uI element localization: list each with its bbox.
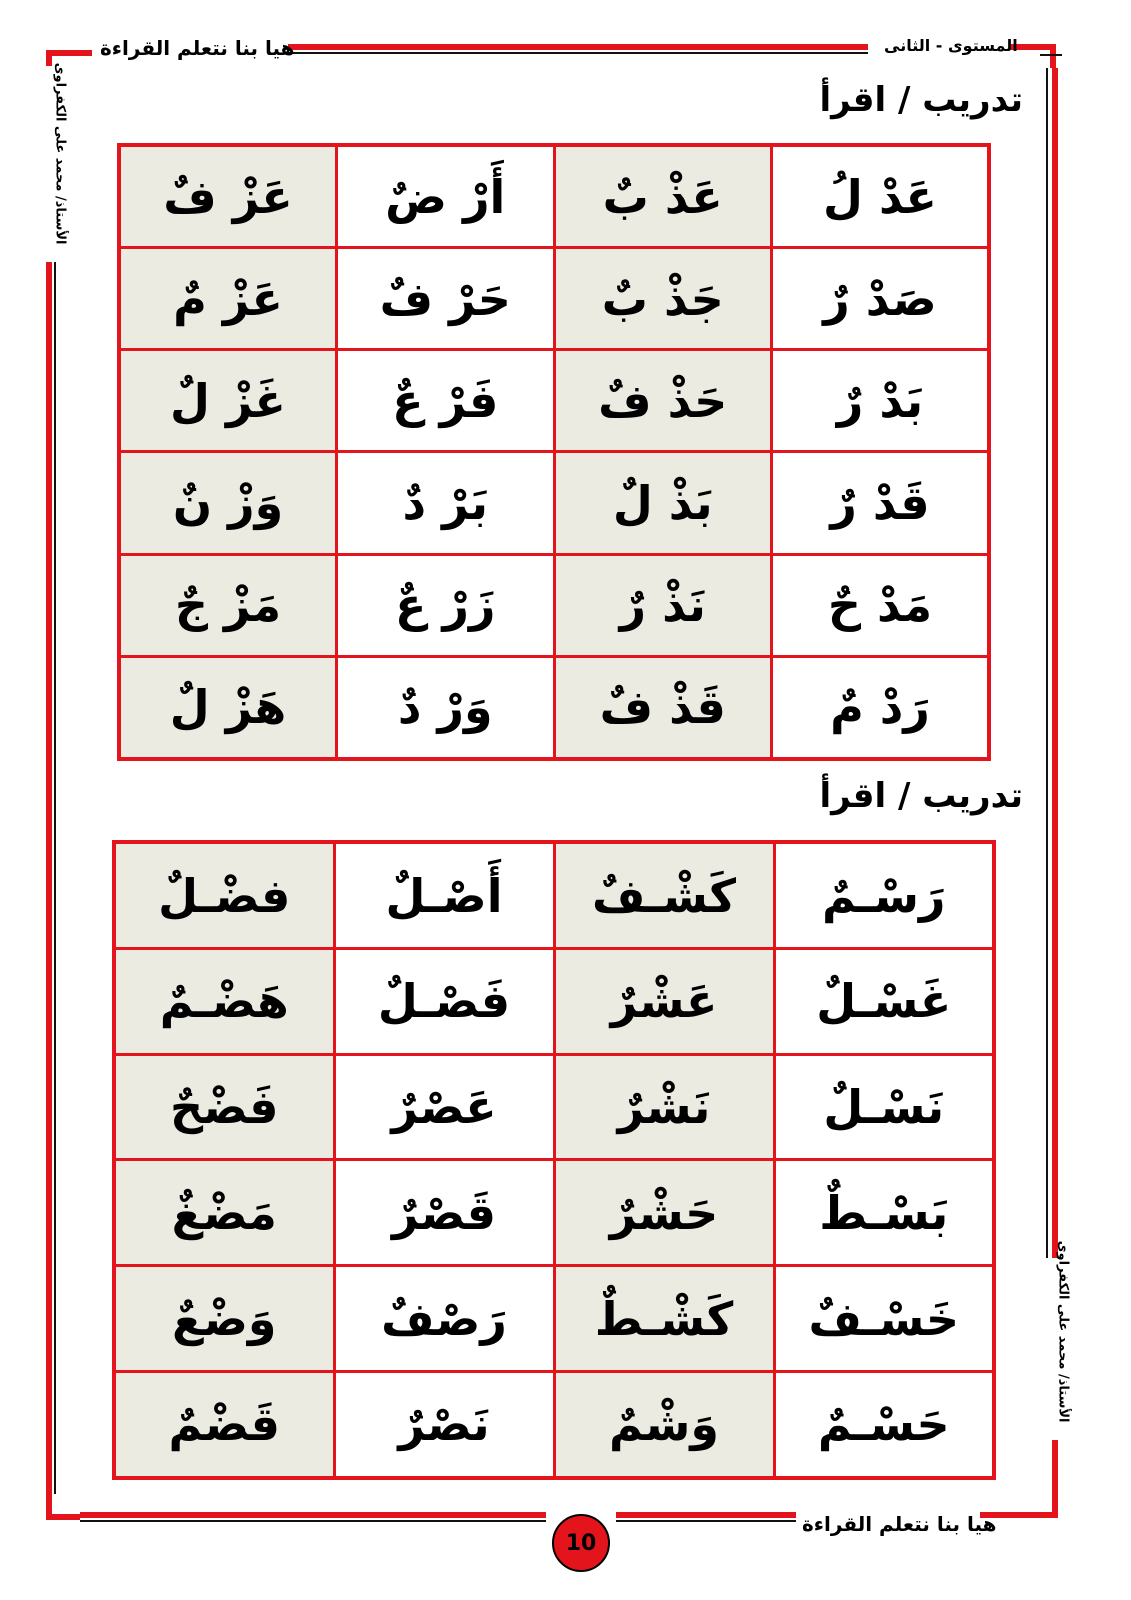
teacher-name-left: الأستاذ/ محمد على الكفراوى bbox=[52, 62, 68, 245]
word-cell: قَدْ رٌ bbox=[772, 452, 990, 554]
word-cell: فضْـلٌ bbox=[114, 842, 334, 949]
word-cell: نَسْـلٌ bbox=[774, 1054, 994, 1160]
word-cell: نَشْرٌ bbox=[554, 1054, 774, 1160]
word-cell: رَصْفٌ bbox=[334, 1266, 554, 1372]
table-row bbox=[114, 1054, 994, 1160]
word-cell: أَصْـلٌ bbox=[334, 842, 554, 949]
teacher-name-right: الأستاذ/ محمد على الكفراوى bbox=[1055, 1240, 1071, 1423]
header-book-title: هيا بنا نتعلم القراءة bbox=[100, 36, 295, 60]
word-cell: بَرْ دٌ bbox=[337, 452, 555, 554]
table-row bbox=[114, 1160, 994, 1266]
page-number: 10 bbox=[552, 1514, 610, 1572]
word-cell: عَزْ مٌ bbox=[119, 248, 337, 350]
word-cell: فَصْـلٌ bbox=[334, 949, 554, 1055]
word-cell: قَضْمٌ bbox=[114, 1371, 334, 1478]
word-cell: هَزْ لٌ bbox=[119, 656, 337, 759]
word-cell: نَذْ رٌ bbox=[554, 554, 772, 656]
table-row bbox=[119, 145, 989, 248]
word-cell: زَرْ عٌ bbox=[337, 554, 555, 656]
word-cell: رَدْ مٌ bbox=[772, 656, 990, 759]
word-cell: قَذْ فٌ bbox=[554, 656, 772, 759]
exercise-1-title: تدريب / اقرأ bbox=[819, 80, 1023, 120]
word-cell: وَرْ دٌ bbox=[337, 656, 555, 759]
word-cell: فَضْحٌ bbox=[114, 1054, 334, 1160]
word-cell: غَزْ لٌ bbox=[119, 350, 337, 452]
table-row bbox=[114, 949, 994, 1055]
exercise-2-table bbox=[112, 840, 996, 1480]
word-cell: بَسْـطٌ bbox=[774, 1160, 994, 1266]
table-row bbox=[119, 248, 989, 350]
word-cell: هَضْـمٌ bbox=[114, 949, 334, 1055]
header-level-label: المستوى - الثانى bbox=[884, 36, 1018, 55]
table-row bbox=[119, 350, 989, 452]
exercise-2-title: تدريب / اقرأ bbox=[819, 776, 1023, 816]
word-cell: حَسْـمٌ bbox=[774, 1371, 994, 1478]
exercise-1-table bbox=[117, 143, 991, 761]
word-cell: قَصْرٌ bbox=[334, 1160, 554, 1266]
word-cell: مَزْ جٌ bbox=[119, 554, 337, 656]
word-cell: عَزْ فٌ bbox=[119, 145, 337, 248]
word-cell: رَسْـمٌ bbox=[774, 842, 994, 949]
table-row bbox=[114, 1371, 994, 1478]
word-cell: فَرْ عٌ bbox=[337, 350, 555, 452]
word-cell: مَدْ حٌ bbox=[772, 554, 990, 656]
table-row bbox=[119, 554, 989, 656]
word-cell: بَدْ رٌ bbox=[772, 350, 990, 452]
table-row bbox=[114, 1266, 994, 1372]
word-cell: عَصْرٌ bbox=[334, 1054, 554, 1160]
word-cell: جَذْ بٌ bbox=[554, 248, 772, 350]
word-cell: كَشْـطٌ bbox=[554, 1266, 774, 1372]
word-cell: بَذْ لٌ bbox=[554, 452, 772, 554]
table-row bbox=[119, 656, 989, 759]
word-cell: حَذْ فٌ bbox=[554, 350, 772, 452]
word-cell: أَرْ ضٌ bbox=[337, 145, 555, 248]
word-cell: حَشْرٌ bbox=[554, 1160, 774, 1266]
table-row bbox=[114, 842, 994, 949]
footer-book-title: هيا بنا نتعلم القراءة bbox=[802, 1512, 997, 1536]
word-cell: عَشْرٌ bbox=[554, 949, 774, 1055]
word-cell: عَدْ لُ bbox=[772, 145, 990, 248]
word-cell: وَزْ نٌ bbox=[119, 452, 337, 554]
word-cell: نَصْرٌ bbox=[334, 1371, 554, 1478]
word-cell: غَسْـلٌ bbox=[774, 949, 994, 1055]
word-cell: كَشْـفٌ bbox=[554, 842, 774, 949]
word-cell: صَدْ رٌ bbox=[772, 248, 990, 350]
word-cell: وَشْمٌ bbox=[554, 1371, 774, 1478]
word-cell: عَذْ بٌ bbox=[554, 145, 772, 248]
word-cell: وَضْعٌ bbox=[114, 1266, 334, 1372]
word-cell: خَسْـفٌ bbox=[774, 1266, 994, 1372]
word-cell: مَضْغٌ bbox=[114, 1160, 334, 1266]
word-cell: حَرْ فٌ bbox=[337, 248, 555, 350]
table-row bbox=[119, 452, 989, 554]
